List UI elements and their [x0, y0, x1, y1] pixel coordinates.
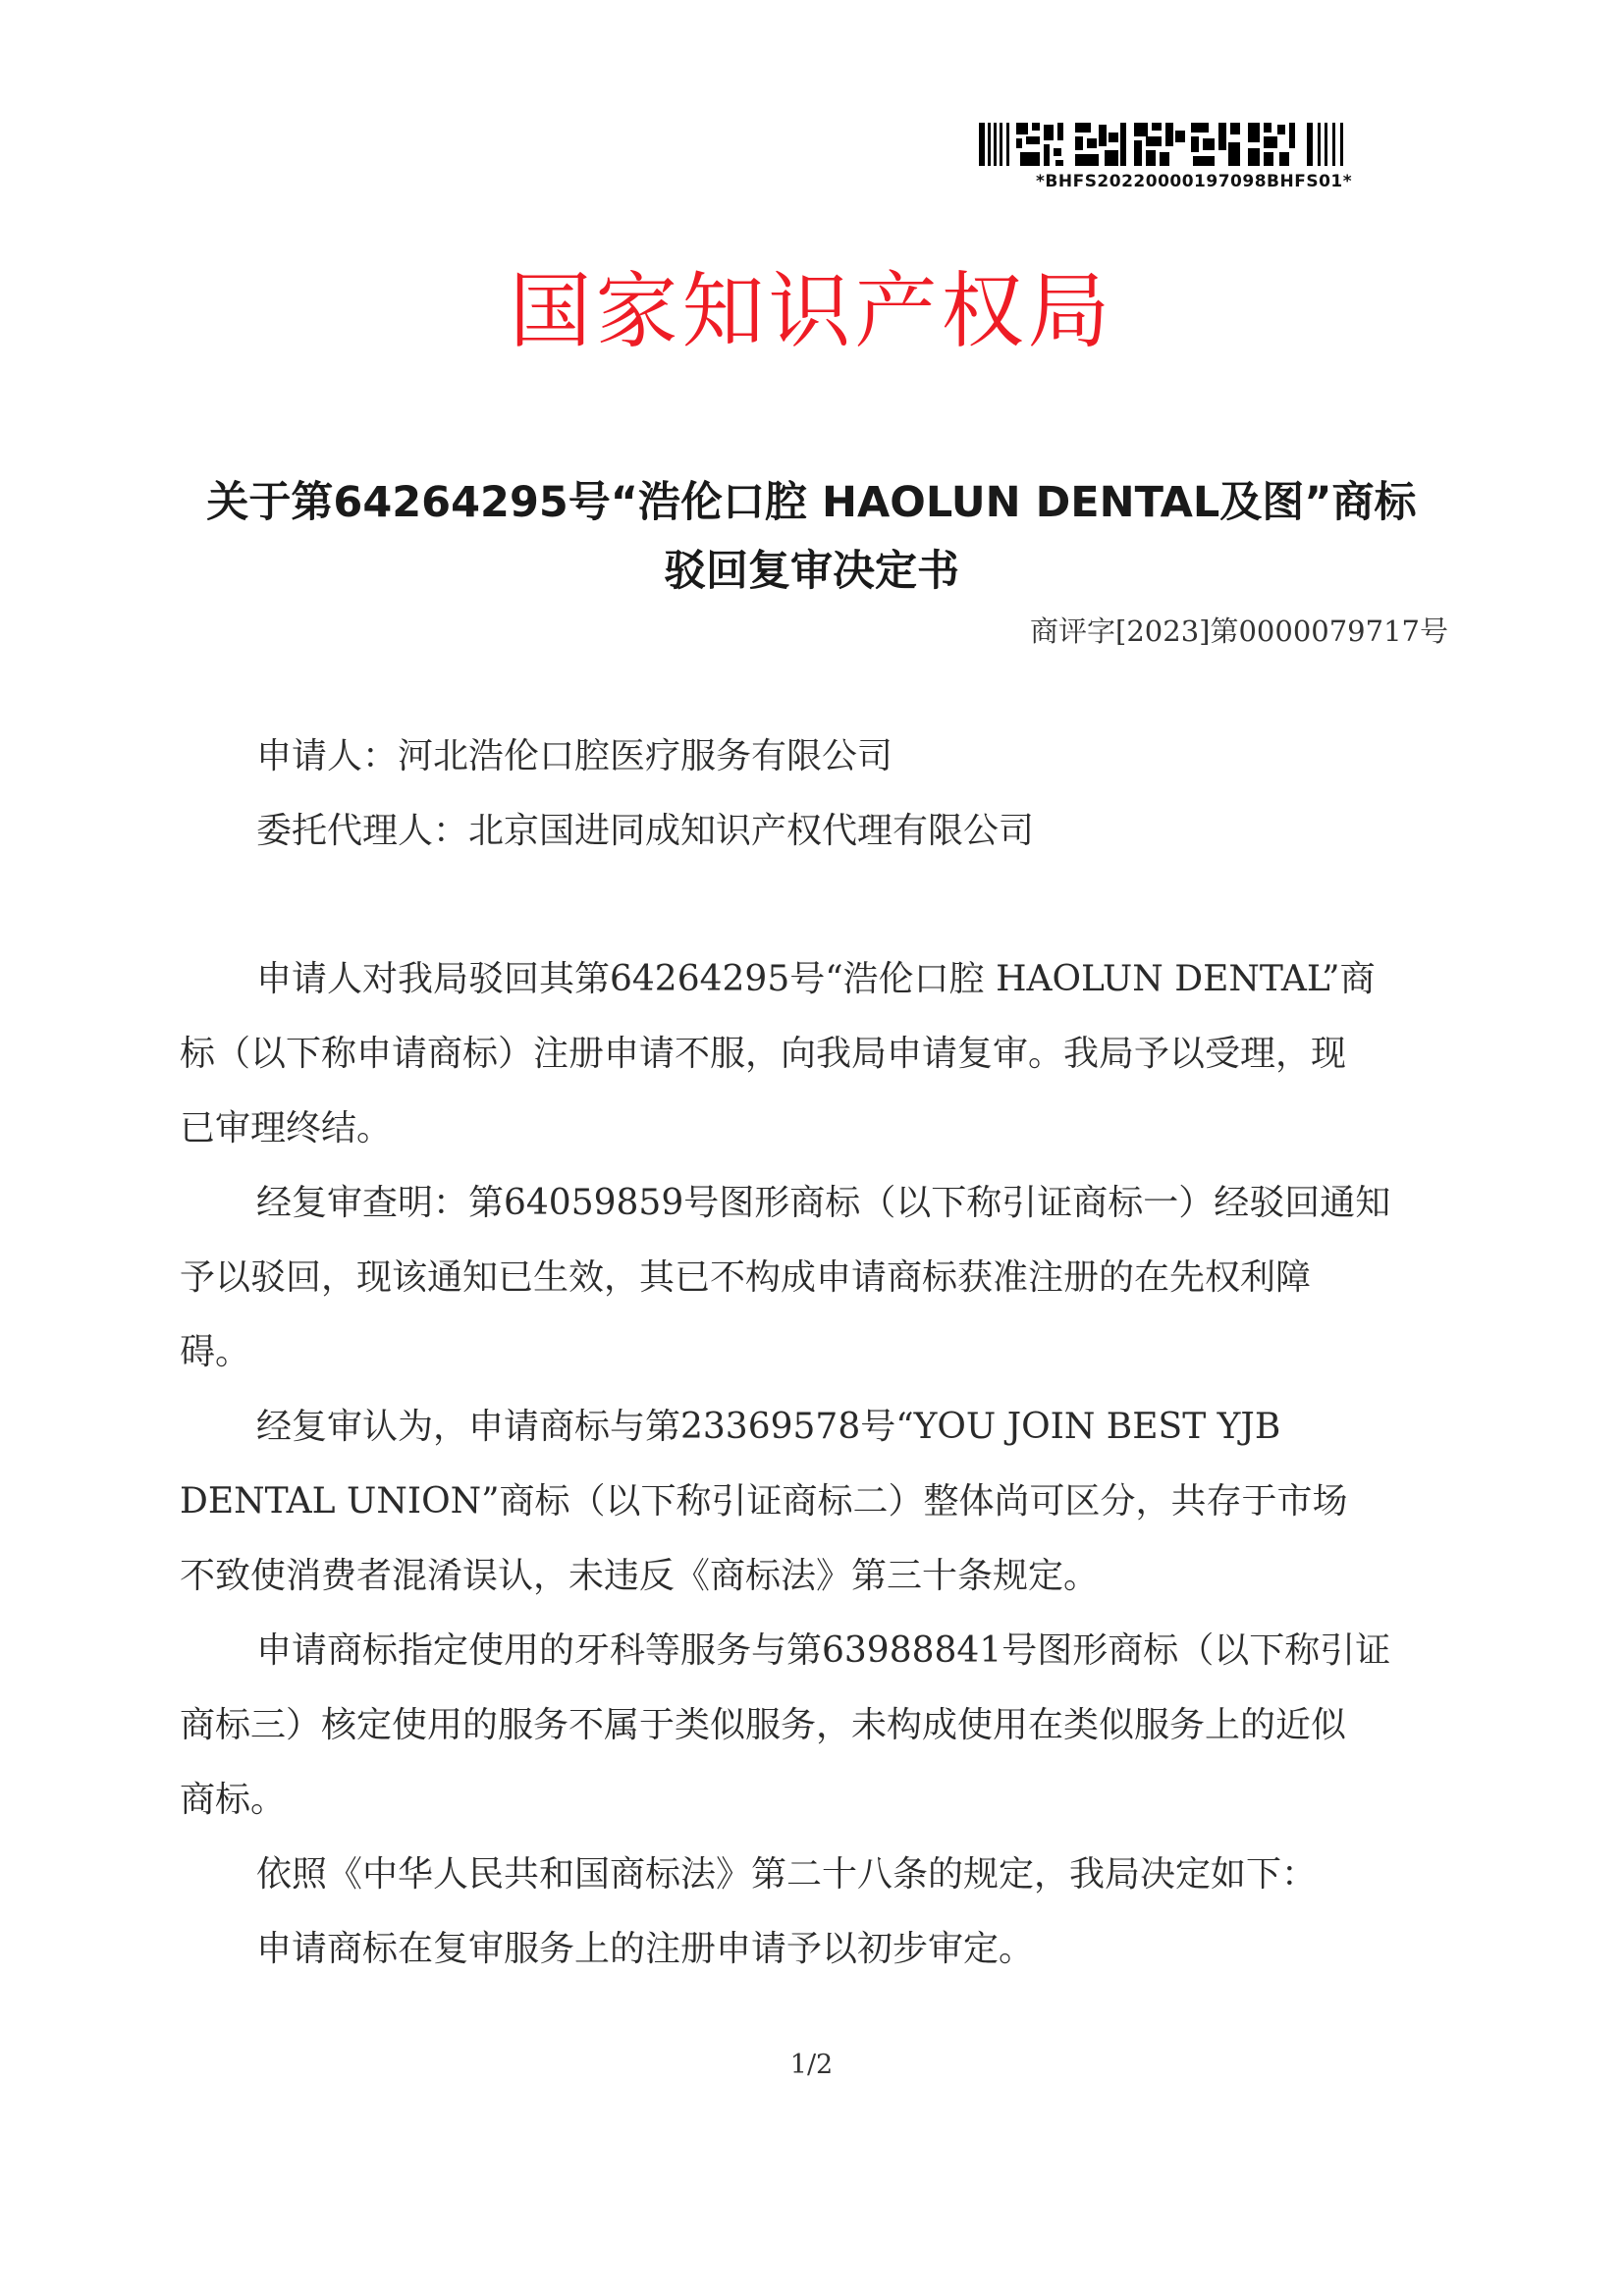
paragraph-line: 标（以下称申请商标）注册申请不服，向我局申请复审。我局予以受理，现 — [180, 1034, 1347, 1074]
barcode-image — [977, 123, 1389, 166]
paragraph-line: 商标三）核定使用的服务不属于类似服务，未构成使用在类似服务上的近似 — [180, 1705, 1347, 1745]
paragraph-4 — [180, 1614, 1456, 1838]
page-number: 1/2 — [789, 2050, 834, 2080]
paragraph-line: 经复审查明：第64059859号图形商标（以下称引证商标一）经驳回通知 — [256, 1183, 1391, 1223]
paragraph-line: 商标。 — [180, 1780, 287, 1820]
paragraph-line: 予以驳回，现该通知已生效，其已不构成申请商标获准注册的在先权利障 — [180, 1257, 1312, 1298]
applicant-line: 申请人：河北浩伦口腔医疗服务有限公司 — [256, 736, 893, 776]
document-number: 商评字[2023]第0000079717号 — [1030, 614, 1448, 648]
agency-header: 国家知识产权局 — [509, 263, 1114, 359]
barcode-number: *BHFS20220000197098BHFS01* — [1036, 172, 1353, 191]
paragraph-5 — [180, 1838, 1456, 1987]
paragraph-line: DENTAL UNION”商标（以下称引证商标二）整体尚可区分，共存于市场 — [180, 1481, 1348, 1522]
paragraph-line: 申请人对我局驳回其第64264295号“浩伦口腔 HAOLUN DENTAL”商 — [256, 959, 1376, 999]
paragraph-3 — [180, 1390, 1456, 1614]
paragraph-line: 不致使消费者混淆误认，未违反《商标法》第三十条规定。 — [180, 1556, 1100, 1596]
paragraph-1 — [180, 942, 1456, 1166]
barcode — [977, 123, 1389, 196]
document-title-line-2: 驳回复审决定书 — [664, 547, 959, 596]
agent-line: 委托代理人：北京国进同成知识产权代理有限公司 — [256, 811, 1035, 851]
paragraph-line: 经复审认为，申请商标与第23369578号“YOU JOIN BEST YJB — [256, 1407, 1281, 1447]
parties-block — [180, 720, 1533, 869]
legal-basis-line: 依照《中华人民共和国商标法》第二十八条的规定，我局决定如下： — [256, 1854, 1318, 1895]
document-title-line-1: 关于第64264295号“浩伦口腔 HAOLUN DENTAL及图”商标 — [206, 478, 1417, 527]
decision-line: 申请商标在复审服务上的注册申请予以初步审定。 — [256, 1929, 1035, 1969]
paragraph-line: 碍。 — [180, 1332, 251, 1372]
paragraph-line: 已审理终结。 — [180, 1108, 393, 1148]
paragraph-2 — [180, 1166, 1456, 1390]
paragraph-line: 申请商标指定使用的牙科等服务与第63988841号图形商标（以下称引证 — [256, 1630, 1391, 1671]
